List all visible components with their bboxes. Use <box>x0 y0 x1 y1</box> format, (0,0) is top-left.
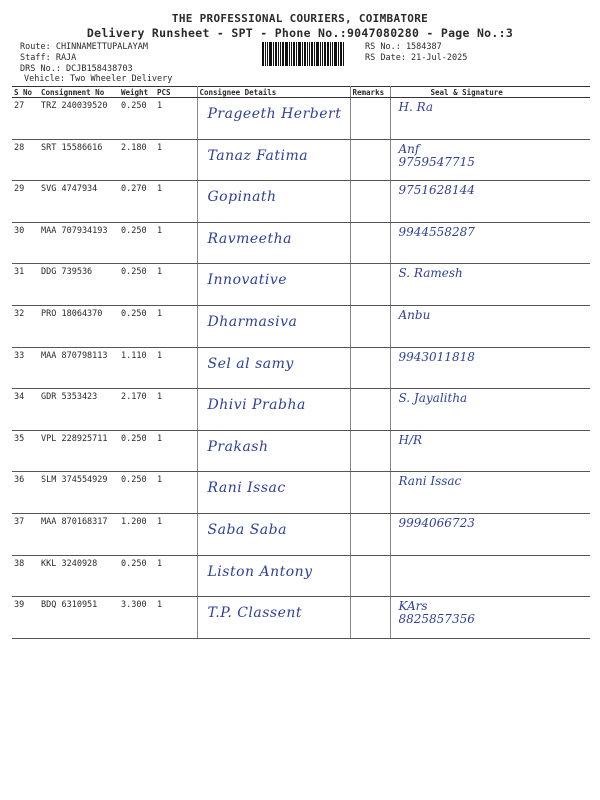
row-consignment: SRT 15586616 <box>39 139 119 181</box>
row-signature <box>390 222 590 264</box>
row-remarks <box>350 347 390 389</box>
row-signature <box>390 181 590 223</box>
row-consignee <box>197 264 350 306</box>
col-consignee: Consignee Details <box>197 87 350 98</box>
table-row <box>12 430 590 472</box>
row-remarks <box>350 389 390 431</box>
runsheet-table <box>12 86 590 639</box>
row-signature <box>390 430 590 472</box>
row-remarks <box>350 98 390 140</box>
row-remarks <box>350 555 390 597</box>
row-weight: 0.250 <box>119 305 155 347</box>
table-row <box>12 98 590 140</box>
phone-handwriting: 9943011818 <box>398 349 475 364</box>
phone-handwriting: 9994066723 <box>398 515 475 530</box>
row-consignment: KKL 3240928 <box>39 555 119 597</box>
row-sno: 28 <box>12 139 39 181</box>
signature-handwriting: Rani Issac <box>398 474 462 489</box>
row-consignee <box>197 472 350 514</box>
row-remarks <box>350 305 390 347</box>
row-consignment: MAA 870798113 <box>39 347 119 389</box>
consignee-handwriting: Gopinath <box>207 189 277 206</box>
row-consignee <box>197 347 350 389</box>
row-pcs: 1 <box>155 555 197 597</box>
row-weight: 3.300 <box>119 597 155 639</box>
row-consignment: TRZ 240039520 <box>39 98 119 140</box>
table-row <box>12 389 590 431</box>
consignee-handwriting: Rani Issac <box>207 480 286 497</box>
row-pcs: 1 <box>155 389 197 431</box>
row-sno: 32 <box>12 305 39 347</box>
row-consignee <box>197 98 350 140</box>
row-consignment: PRO 18064370 <box>39 305 119 347</box>
row-signature <box>390 555 590 597</box>
consignee-handwriting: Dhivi Prabha <box>207 397 306 414</box>
row-sno: 30 <box>12 222 39 264</box>
table-row <box>12 513 590 555</box>
row-consignee <box>197 513 350 555</box>
consignee-handwriting: Ravmeetha <box>207 230 292 247</box>
row-weight: 1.110 <box>119 347 155 389</box>
row-weight: 0.250 <box>119 430 155 472</box>
consignee-handwriting: Dharmasiva <box>207 313 298 330</box>
row-remarks <box>350 222 390 264</box>
row-remarks <box>350 264 390 306</box>
rs-date: RS Date: 21-Jul-2025 <box>365 53 468 63</box>
col-weight: Weight <box>119 87 155 98</box>
row-pcs: 1 <box>155 430 197 472</box>
row-sno: 38 <box>12 555 39 597</box>
staff-text: Staff: RAJA <box>20 53 77 63</box>
row-weight: 2.180 <box>119 139 155 181</box>
row-sno: 31 <box>12 264 39 306</box>
phone-handwriting: 9759547715 <box>398 154 475 169</box>
row-signature <box>390 305 590 347</box>
row-signature <box>390 347 590 389</box>
vehicle-text: Vehicle: Two Wheeler Delivery <box>24 74 173 84</box>
consignee-handwriting: Tanaz Fatima <box>207 147 309 164</box>
signature-handwriting: KArs <box>398 599 428 614</box>
row-consignee <box>197 555 350 597</box>
row-remarks <box>350 513 390 555</box>
row-weight: 0.250 <box>119 264 155 306</box>
row-pcs: 1 <box>155 472 197 514</box>
row-remarks <box>350 139 390 181</box>
consignee-handwriting: Prakash <box>207 438 269 455</box>
row-sno: 37 <box>12 513 39 555</box>
row-weight: 0.250 <box>119 222 155 264</box>
row-pcs: 1 <box>155 305 197 347</box>
row-pcs: 1 <box>155 181 197 223</box>
col-sno: S No <box>12 87 39 98</box>
signature-handwriting: Anf <box>398 141 420 156</box>
runsheet-subtitle: Delivery Runsheet - SPT - Phone No.:9047080280 - Page No.:3 <box>86 26 514 40</box>
table-row <box>12 139 590 181</box>
row-consignment: MAA 707934193 <box>39 222 119 264</box>
row-remarks <box>350 181 390 223</box>
signature-handwriting: H/R <box>398 432 423 447</box>
table-row <box>12 305 590 347</box>
col-pcs: PCS <box>155 87 197 98</box>
row-pcs: 1 <box>155 139 197 181</box>
row-sno: 36 <box>12 472 39 514</box>
consignee-handwriting: Saba Saba <box>207 521 287 538</box>
table-row <box>12 222 590 264</box>
row-consignee <box>197 389 350 431</box>
phone-handwriting: 9944558287 <box>398 224 475 239</box>
row-pcs: 1 <box>155 222 197 264</box>
row-consignee <box>197 139 350 181</box>
row-pcs: 1 <box>155 513 197 555</box>
signature-handwriting: S. Ramesh <box>398 266 463 281</box>
row-consignment: GDR 5353423 <box>39 389 119 431</box>
consignee-handwriting: Liston Antony <box>207 563 313 580</box>
row-weight: 0.250 <box>119 472 155 514</box>
row-consignee <box>197 222 350 264</box>
row-weight: 2.170 <box>119 389 155 431</box>
row-consignment: SLM 374554929 <box>39 472 119 514</box>
row-consignment: DDG 739536 <box>39 264 119 306</box>
row-remarks <box>350 472 390 514</box>
row-signature <box>390 597 590 639</box>
row-pcs: 1 <box>155 264 197 306</box>
row-weight: 0.270 <box>119 181 155 223</box>
table-row <box>12 347 590 389</box>
consignee-handwriting: Prageeth Herbert <box>207 106 342 122</box>
row-pcs: 1 <box>155 98 197 140</box>
row-remarks <box>350 430 390 472</box>
row-consignment: MAA 870168317 <box>39 513 119 555</box>
row-consignment: VPL 228925711 <box>39 430 119 472</box>
row-sno: 39 <box>12 597 39 639</box>
row-weight: 1.200 <box>119 513 155 555</box>
barcode-image <box>262 42 358 66</box>
row-remarks <box>350 597 390 639</box>
row-signature <box>390 389 590 431</box>
route-text: Route: CHINNAMETTUPALAYAM <box>20 42 148 52</box>
row-consignee <box>197 181 350 223</box>
row-pcs: 1 <box>155 597 197 639</box>
row-consignee <box>197 305 350 347</box>
signature-handwriting: H. Ra <box>398 100 434 114</box>
row-consignee <box>197 430 350 472</box>
table-row <box>12 181 590 223</box>
phone-handwriting: 8825857356 <box>398 612 475 627</box>
drs-number: DRS No.: DCJB158438703 <box>20 64 133 74</box>
consignee-handwriting: Innovative <box>207 272 288 289</box>
row-consignment: SVG 4747934 <box>39 181 119 223</box>
consignee-handwriting: Sel al samy <box>207 355 294 372</box>
rs-number: RS No.: 1584387 <box>365 42 442 52</box>
table-row <box>12 472 590 514</box>
col-consignment: Consignment No <box>39 87 119 98</box>
consignee-handwriting: T.P. Classent <box>207 605 303 622</box>
row-signature <box>390 472 590 514</box>
row-consignee <box>197 597 350 639</box>
table-row <box>12 555 590 597</box>
phone-handwriting: 9751628144 <box>398 183 475 198</box>
signature-handwriting: Anbu <box>398 307 431 322</box>
row-weight: 0.250 <box>119 555 155 597</box>
table-row <box>12 597 590 639</box>
row-sno: 27 <box>12 98 39 140</box>
table-row <box>12 264 590 306</box>
row-signature <box>390 139 590 181</box>
row-weight: 0.250 <box>119 98 155 140</box>
row-signature <box>390 513 590 555</box>
row-consignment: BDQ 6310951 <box>39 597 119 639</box>
row-sno: 35 <box>12 430 39 472</box>
row-sno: 33 <box>12 347 39 389</box>
row-signature <box>390 98 590 140</box>
table-header <box>12 87 590 98</box>
col-remarks: Remarks <box>350 87 390 98</box>
row-signature <box>390 264 590 306</box>
row-sno: 34 <box>12 389 39 431</box>
company-title: THE PROFESSIONAL COURIERS, COIMBATORE <box>171 12 429 25</box>
row-pcs: 1 <box>155 347 197 389</box>
col-seal: Seal & Signature <box>390 87 590 98</box>
row-sno: 29 <box>12 181 39 223</box>
signature-handwriting: S. Jayalitha <box>398 391 468 406</box>
